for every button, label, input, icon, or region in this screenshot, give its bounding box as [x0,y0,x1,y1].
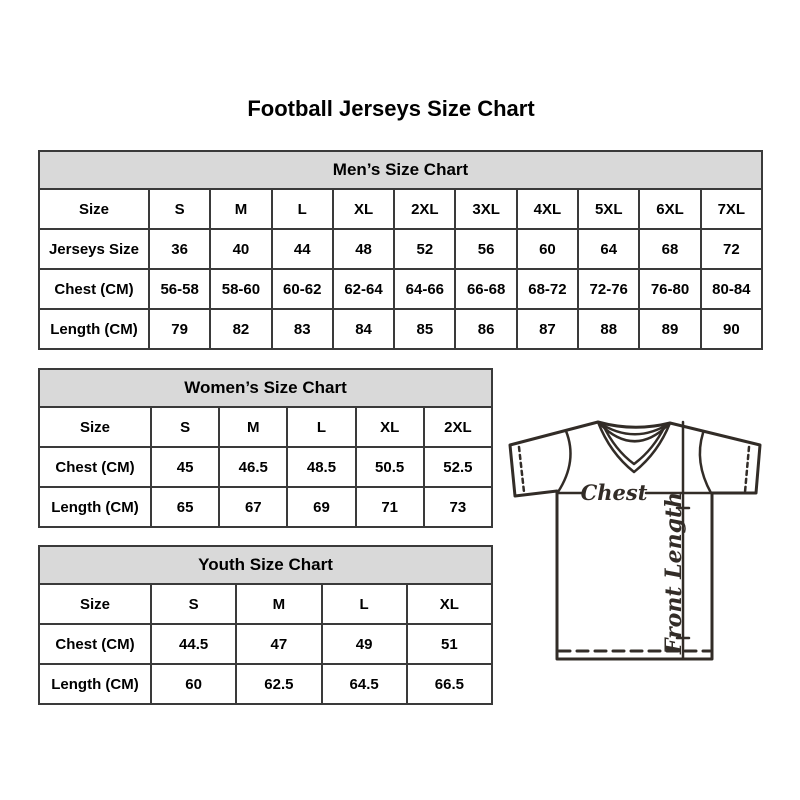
table-cell: 83 [272,309,333,349]
column-header: L [287,407,355,447]
page-title: Football Jerseys Size Chart [247,96,535,121]
table-cell: 88 [578,309,639,349]
table-row [39,269,762,309]
table-cell: 86 [455,309,516,349]
row-label: Length (CM) [39,309,149,349]
column-header: S [151,407,219,447]
table-row [39,447,492,487]
column-header: M [219,407,287,447]
row-label: Size [39,189,149,229]
table-row [39,229,762,269]
table-cell: 71 [356,487,424,527]
table-cell: 66-68 [455,269,516,309]
column-header: S [149,189,210,229]
table-cell: 49 [322,624,407,664]
table-cell: 56-58 [149,269,210,309]
table-cell: 56 [455,229,516,269]
row-label: Length (CM) [39,664,151,704]
row-label: Chest (CM) [39,447,151,487]
table-cell: 66.5 [407,664,492,704]
table-cell: 60-62 [272,269,333,309]
youth-size-table [38,545,493,705]
table-cell: 36 [149,229,210,269]
table-cell: 58-60 [210,269,271,309]
table-cell: 76-80 [639,269,700,309]
table-cell: 89 [639,309,700,349]
table-title: Men’s Size Chart [39,151,762,189]
table-cell: 64-66 [394,269,455,309]
table-cell: 90 [701,309,762,349]
column-header: XL [333,189,394,229]
column-header: S [151,584,236,624]
table-cell: 47 [236,624,321,664]
table-cell: 64.5 [322,664,407,704]
table-cell: 60 [517,229,578,269]
table-cell: 45 [151,447,219,487]
jersey-measurement-diagram [498,406,770,702]
row-label: Chest (CM) [39,269,149,309]
table-cell: 85 [394,309,455,349]
column-header: 3XL [455,189,516,229]
column-header: 4XL [517,189,578,229]
table-cell: 51 [407,624,492,664]
column-header: 2XL [424,407,492,447]
chest-label: Chest [580,480,648,505]
front-length-label: Front Length [661,491,687,655]
row-label: Jerseys Size [39,229,149,269]
table-cell: 68 [639,229,700,269]
right-cuff-dashed-line [745,447,749,492]
jersey-outline-icon [510,422,760,659]
column-header: M [236,584,321,624]
column-header: XL [407,584,492,624]
row-label: Chest (CM) [39,624,151,664]
mens-size-table [38,150,763,350]
column-header: 7XL [701,189,762,229]
table-cell: 67 [219,487,287,527]
column-header: XL [356,407,424,447]
column-header: L [272,189,333,229]
table-cell: 40 [210,229,271,269]
column-header: M [210,189,271,229]
table-cell: 72 [701,229,762,269]
column-header: 2XL [394,189,455,229]
left-sleeve-seam [558,431,571,492]
table-cell: 79 [149,309,210,349]
table-cell: 52.5 [424,447,492,487]
table-row [39,624,492,664]
womens-size-table [38,368,493,528]
right-sleeve-seam [700,433,711,493]
table-cell: 87 [517,309,578,349]
table-row [39,309,762,349]
table-cell: 62.5 [236,664,321,704]
table-cell: 50.5 [356,447,424,487]
table-cell: 72-76 [578,269,639,309]
table-row [39,664,492,704]
table-cell: 65 [151,487,219,527]
table-cell: 64 [578,229,639,269]
table-cell: 73 [424,487,492,527]
table-cell: 62-64 [333,269,394,309]
left-cuff-dashed-line [519,447,524,492]
table-title: Women’s Size Chart [39,369,492,407]
table-cell: 48.5 [287,447,355,487]
row-label: Size [39,407,151,447]
table-title: Youth Size Chart [39,546,492,584]
table-cell: 44 [272,229,333,269]
table-cell: 52 [394,229,455,269]
table-cell: 84 [333,309,394,349]
table-cell: 48 [333,229,394,269]
table-cell: 82 [210,309,271,349]
table-cell: 80-84 [701,269,762,309]
row-label: Size [39,584,151,624]
table-cell: 60 [151,664,236,704]
table-cell: 68-72 [517,269,578,309]
row-label: Length (CM) [39,487,151,527]
table-cell: 69 [287,487,355,527]
column-header: 6XL [639,189,700,229]
column-header: L [322,584,407,624]
table-cell: 46.5 [219,447,287,487]
table-row [39,487,492,527]
column-header: 5XL [578,189,639,229]
table-cell: 44.5 [151,624,236,664]
